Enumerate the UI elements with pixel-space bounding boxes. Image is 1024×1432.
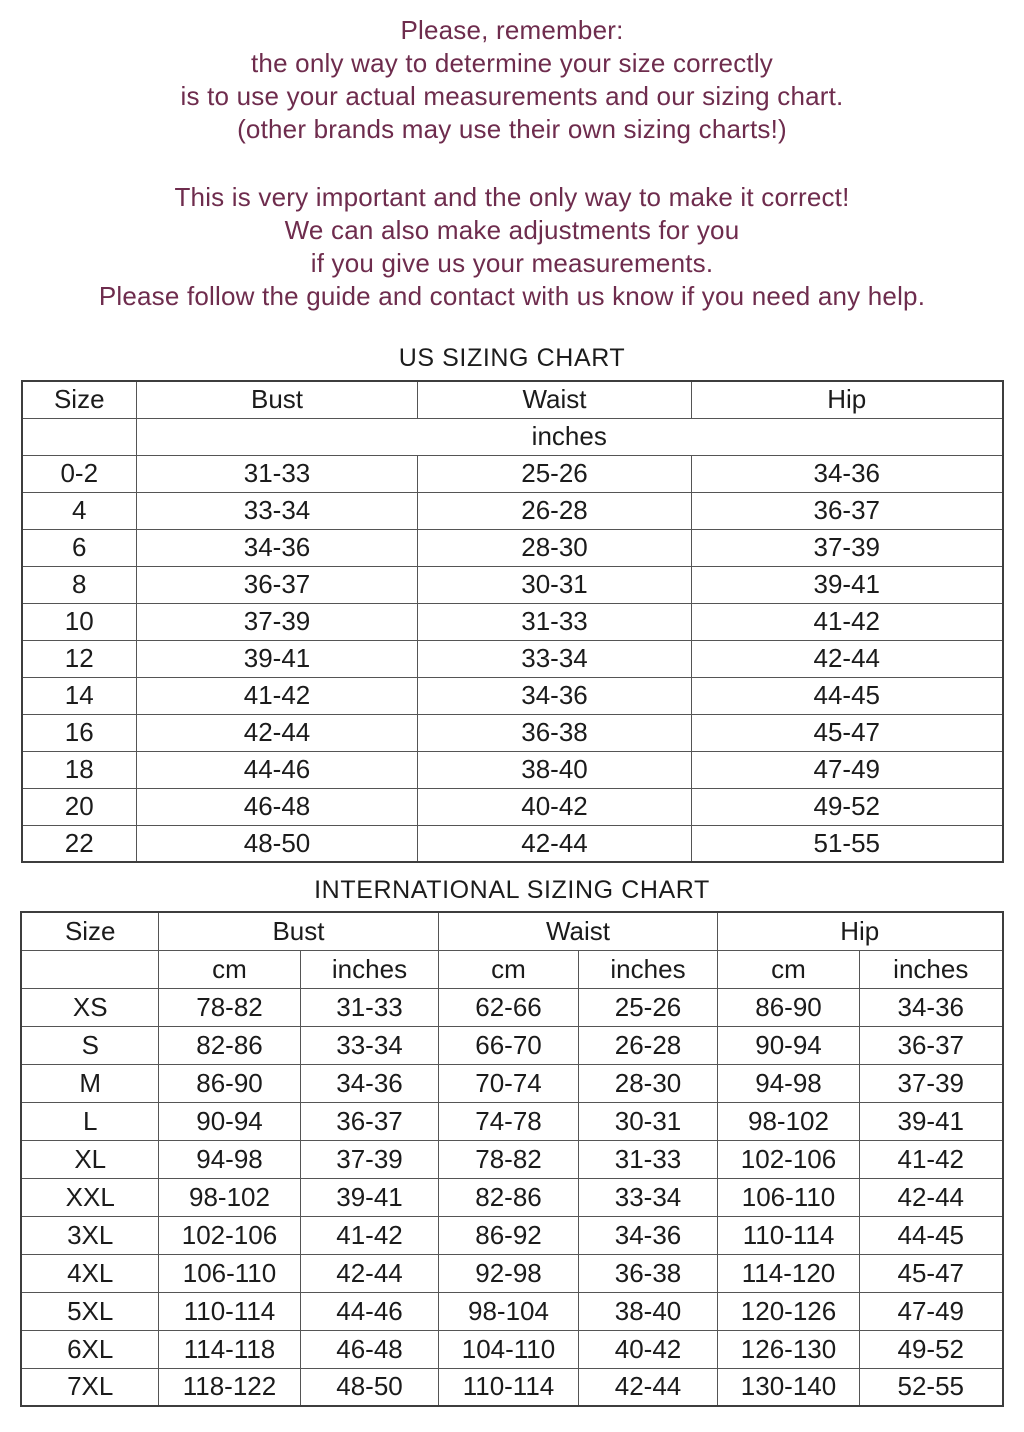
intro-line: the only way to determine your size correctly (251, 48, 773, 78)
intl-col-header-bust: Bust (158, 912, 438, 950)
table-cell: 49-52 (692, 788, 1003, 825)
table-cell: 20 (22, 788, 137, 825)
table-cell: 18 (22, 751, 137, 788)
us-chart-title: US SIZING CHART (398, 344, 626, 372)
table-cell: 78-82 (158, 988, 300, 1026)
table-row (21, 1102, 1002, 1140)
table-cell: 41-42 (692, 603, 1003, 640)
table-cell: 10 (22, 603, 137, 640)
us-col-header-size: Size (22, 381, 137, 418)
table-cell: 8 (22, 566, 137, 603)
table-cell: XS (21, 988, 158, 1026)
table-cell: 30-31 (578, 1102, 717, 1140)
table-row (21, 1178, 1002, 1216)
intl-unit-cell-hip-cm: cm (718, 950, 860, 988)
table-cell: 102-106 (158, 1216, 300, 1254)
table-cell: 98-102 (158, 1178, 300, 1216)
table-row (21, 1330, 1002, 1368)
intro-line: We can also make adjustments for you (284, 215, 740, 245)
table-cell: 98-102 (718, 1102, 860, 1140)
table-cell: 6 (22, 529, 137, 566)
table-cell: 42-44 (300, 1254, 438, 1292)
table-cell: 22 (22, 825, 137, 862)
table-cell: 39-41 (137, 640, 418, 677)
table-cell: 34-36 (300, 1064, 438, 1102)
table-row (22, 677, 1003, 714)
table-cell: 16 (22, 714, 137, 751)
table-cell: M (21, 1064, 158, 1102)
intro-line: This is very important and the only way to make it correct! (174, 182, 850, 212)
table-cell: 31-33 (137, 455, 418, 492)
table-cell: 33-34 (418, 640, 692, 677)
table-cell: 106-110 (718, 1178, 860, 1216)
intro-line: Please, remember: (400, 15, 624, 45)
table-row (22, 788, 1003, 825)
table-row (22, 825, 1003, 862)
intl-unit-row (21, 950, 1002, 988)
table-cell: 110-114 (718, 1216, 860, 1254)
intl-unit-cell-bust-cm: cm (158, 950, 300, 988)
table-cell: 92-98 (438, 1254, 578, 1292)
table-cell: 25-26 (578, 988, 717, 1026)
table-row (22, 566, 1003, 603)
us-sizing-table (21, 380, 1004, 863)
us-unit-empty-cell (22, 418, 137, 455)
table-cell: 42-44 (418, 825, 692, 862)
table-cell: 41-42 (860, 1140, 1003, 1178)
table-cell: 45-47 (860, 1254, 1003, 1292)
table-cell: 90-94 (158, 1102, 300, 1140)
table-row (21, 1254, 1002, 1292)
intl-header-row (21, 912, 1002, 950)
international-sizing-table (20, 911, 1003, 1407)
table-cell: 39-41 (860, 1102, 1003, 1140)
table-cell: 120-126 (718, 1292, 860, 1330)
table-cell: 86-90 (158, 1064, 300, 1102)
table-cell: 130-140 (718, 1368, 860, 1406)
table-cell: 82-86 (438, 1178, 578, 1216)
table-row (22, 603, 1003, 640)
intro-text-block-1 (0, 0, 1024, 146)
table-cell: 34-36 (692, 455, 1003, 492)
table-cell: 33-34 (137, 492, 418, 529)
us-unit-cell: inches (137, 418, 1003, 455)
table-row (21, 1216, 1002, 1254)
table-row (22, 714, 1003, 751)
table-cell: 106-110 (158, 1254, 300, 1292)
table-cell: 34-36 (418, 677, 692, 714)
intro-line: (other brands may use their own sizing charts!) (237, 114, 787, 144)
table-cell: 33-34 (578, 1178, 717, 1216)
table-cell: 94-98 (718, 1064, 860, 1102)
intl-unit-empty-cell (21, 950, 158, 988)
table-cell: 31-33 (418, 603, 692, 640)
table-cell: 40-42 (578, 1330, 717, 1368)
us-col-header-hip: Hip (692, 381, 1003, 418)
table-cell: 40-42 (418, 788, 692, 825)
table-cell: 31-33 (578, 1140, 717, 1178)
us-unit-row (22, 418, 1003, 455)
table-cell: 41-42 (300, 1216, 438, 1254)
table-cell: 5XL (21, 1292, 158, 1330)
table-cell: 25-26 (418, 455, 692, 492)
intro-line: is to use your actual measurements and our sizing chart. (180, 81, 844, 111)
table-cell: 36-38 (418, 714, 692, 751)
table-cell: 36-37 (692, 492, 1003, 529)
table-cell: 110-114 (438, 1368, 578, 1406)
table-cell: 12 (22, 640, 137, 677)
table-row (21, 1368, 1002, 1406)
table-cell: 38-40 (578, 1292, 717, 1330)
table-row (22, 751, 1003, 788)
table-cell: 39-41 (300, 1178, 438, 1216)
intro-text-block-2 (0, 181, 1024, 313)
table-cell: 42-44 (137, 714, 418, 751)
table-cell: 44-46 (300, 1292, 438, 1330)
table-cell: 37-39 (860, 1064, 1003, 1102)
table-cell: 51-55 (692, 825, 1003, 862)
table-cell: 37-39 (137, 603, 418, 640)
table-cell: 14 (22, 677, 137, 714)
table-cell: 47-49 (692, 751, 1003, 788)
intro-line: Please follow the guide and contact with us know if you need any help. (98, 281, 926, 311)
table-row (22, 529, 1003, 566)
intl-chart-title: INTERNATIONAL SIZING CHART (314, 876, 710, 904)
table-cell: 98-104 (438, 1292, 578, 1330)
table-cell: 42-44 (578, 1368, 717, 1406)
table-cell: 4 (22, 492, 137, 529)
table-cell: 70-74 (438, 1064, 578, 1102)
table-cell: 36-38 (578, 1254, 717, 1292)
table-cell: 36-37 (300, 1102, 438, 1140)
table-row (21, 1140, 1002, 1178)
table-cell: 45-47 (692, 714, 1003, 751)
table-cell: 46-48 (137, 788, 418, 825)
table-cell: 44-45 (692, 677, 1003, 714)
table-cell: 102-106 (718, 1140, 860, 1178)
table-cell: 34-36 (860, 988, 1003, 1026)
table-row (22, 640, 1003, 677)
table-cell: 42-44 (860, 1178, 1003, 1216)
table-cell: 82-86 (158, 1026, 300, 1064)
table-cell: 28-30 (578, 1064, 717, 1102)
table-row (22, 492, 1003, 529)
intl-table-body (21, 988, 1002, 1406)
table-cell: XL (21, 1140, 158, 1178)
table-cell: 34-36 (137, 529, 418, 566)
table-cell: 36-37 (137, 566, 418, 603)
table-cell: 94-98 (158, 1140, 300, 1178)
table-cell: 118-122 (158, 1368, 300, 1406)
table-cell: 90-94 (718, 1026, 860, 1064)
table-cell: 0-2 (22, 455, 137, 492)
table-cell: 30-31 (418, 566, 692, 603)
table-cell: 78-82 (438, 1140, 578, 1178)
table-cell: 31-33 (300, 988, 438, 1026)
table-cell: 44-45 (860, 1216, 1003, 1254)
table-cell: 4XL (21, 1254, 158, 1292)
table-row (22, 455, 1003, 492)
table-cell: 66-70 (438, 1026, 578, 1064)
us-table-body (22, 455, 1003, 862)
intl-unit-cell-waist-inches: inches (578, 950, 717, 988)
table-cell: 74-78 (438, 1102, 578, 1140)
intl-unit-cell-bust-inches: inches (300, 950, 438, 988)
table-cell: 62-66 (438, 988, 578, 1026)
table-cell: 39-41 (692, 566, 1003, 603)
table-cell: L (21, 1102, 158, 1140)
intl-col-header-hip: Hip (718, 912, 1003, 950)
table-cell: 28-30 (418, 529, 692, 566)
table-cell: 26-28 (418, 492, 692, 529)
intl-col-header-size: Size (21, 912, 158, 950)
us-col-header-waist: Waist (418, 381, 692, 418)
us-col-header-bust: Bust (137, 381, 418, 418)
table-cell: 52-55 (860, 1368, 1003, 1406)
table-cell: 42-44 (692, 640, 1003, 677)
table-cell: 114-118 (158, 1330, 300, 1368)
table-cell: XXL (21, 1178, 158, 1216)
table-cell: 86-90 (718, 988, 860, 1026)
table-cell: 26-28 (578, 1026, 717, 1064)
table-cell: 37-39 (300, 1140, 438, 1178)
table-cell: 86-92 (438, 1216, 578, 1254)
table-cell: 48-50 (137, 825, 418, 862)
intro-line: if you give us your measurements. (310, 248, 714, 278)
table-row (21, 1292, 1002, 1330)
intl-unit-cell-waist-cm: cm (438, 950, 578, 988)
table-cell: 6XL (21, 1330, 158, 1368)
table-cell: 37-39 (692, 529, 1003, 566)
table-cell: 7XL (21, 1368, 158, 1406)
table-cell: 126-130 (718, 1330, 860, 1368)
table-row (21, 988, 1002, 1026)
table-cell: 48-50 (300, 1368, 438, 1406)
table-cell: 104-110 (438, 1330, 578, 1368)
table-cell: 49-52 (860, 1330, 1003, 1368)
table-cell: 33-34 (300, 1026, 438, 1064)
intl-unit-cell-hip-inches: inches (860, 950, 1003, 988)
table-row (21, 1026, 1002, 1064)
table-cell: 114-120 (718, 1254, 860, 1292)
table-cell: 36-37 (860, 1026, 1003, 1064)
table-cell: 41-42 (137, 677, 418, 714)
table-cell: 47-49 (860, 1292, 1003, 1330)
intl-col-header-waist: Waist (438, 912, 717, 950)
us-header-row (22, 381, 1003, 418)
table-cell: 46-48 (300, 1330, 438, 1368)
table-cell: 44-46 (137, 751, 418, 788)
table-row (21, 1064, 1002, 1102)
table-cell: 3XL (21, 1216, 158, 1254)
table-cell: 38-40 (418, 751, 692, 788)
table-cell: S (21, 1026, 158, 1064)
table-cell: 34-36 (578, 1216, 717, 1254)
table-cell: 110-114 (158, 1292, 300, 1330)
